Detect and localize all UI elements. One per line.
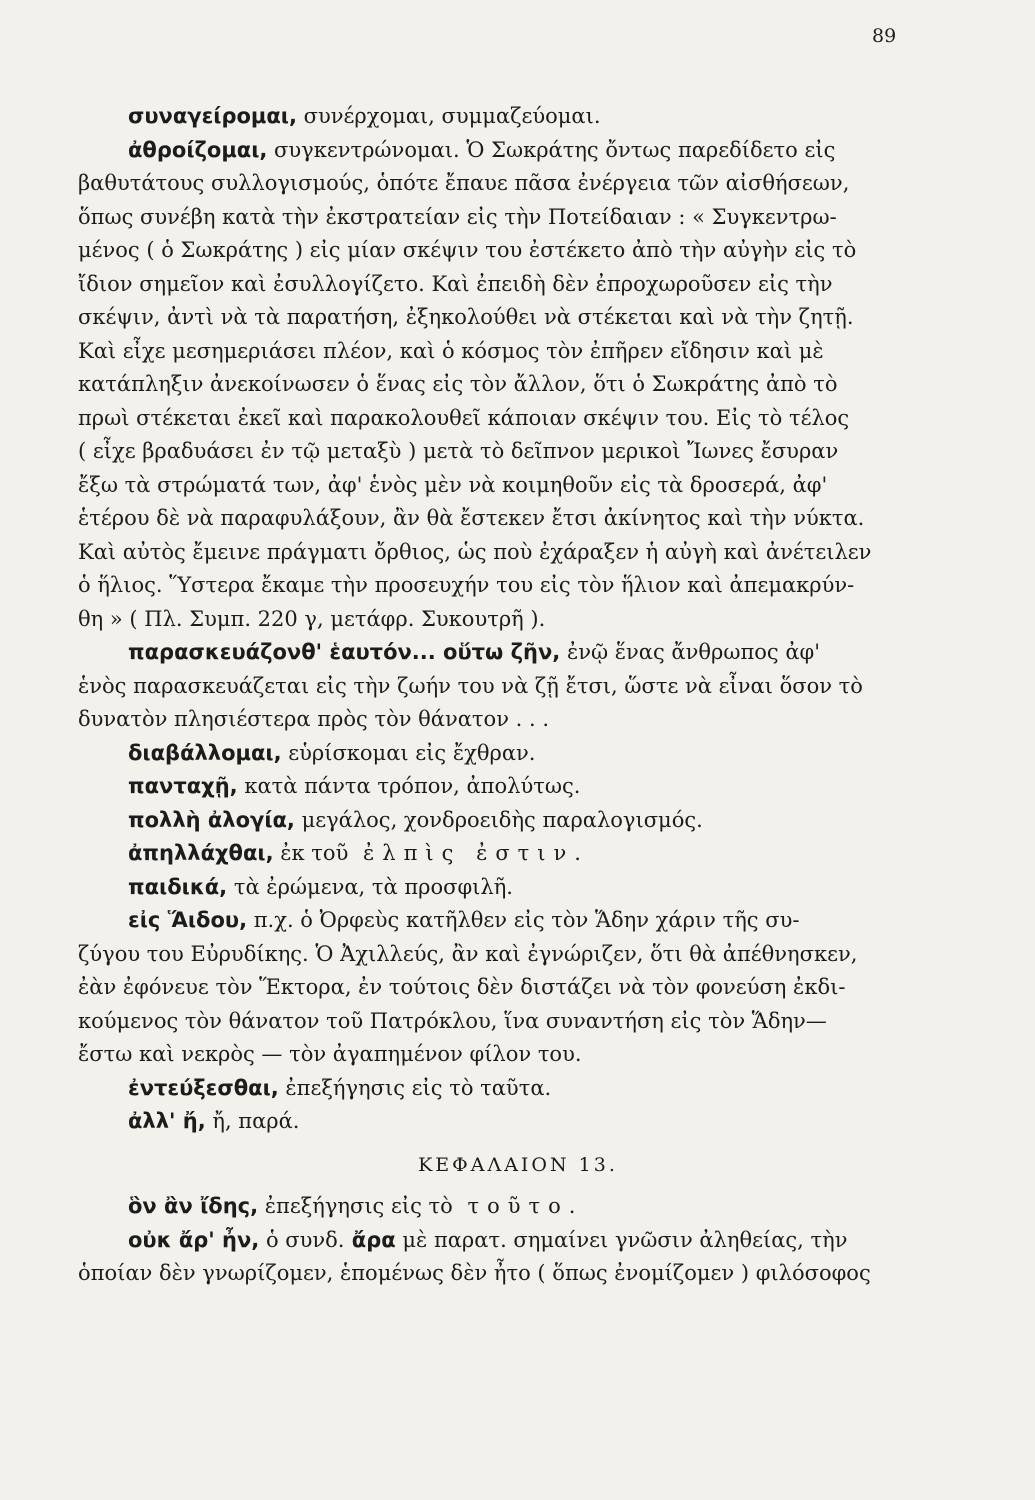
entry-line — [78, 100, 938, 134]
entry-headword: ὃν ἂν ἴδης, — [128, 1194, 259, 1218]
entry-text: π.χ. ὁ Ὀρφεὺς κατῆλθεν εἰς τὸν Ἅδην χάριν τῆς συ- — [247, 908, 800, 932]
text-line: ἔστω καὶ νεκρὸς — τὸν ἀγαπημένον φίλον του. — [78, 1042, 582, 1066]
text-line: δυνατὸν πλησιέστερα πρὸς τὸν θάνατον . . . — [78, 707, 550, 731]
text-line: ἑτέρου δὲ νὰ παραφυλάξουν, ἂν θὰ ἔστεκεν ἔτσι ἀκίνητος καὶ τὴν νύκτα. — [78, 506, 865, 530]
entry-text: εὑρίσκομαι εἰς ἔχθραν. — [281, 740, 536, 765]
entry-line — [78, 737, 938, 771]
text-line: Καὶ αὐτὸς ἔμεινε πράγματι ὄρθιος, ὡς ποὺ ἐχάραξεν ἡ αὐγὴ καὶ ἀνέτειλεν — [78, 539, 872, 564]
page-number: 89 — [872, 25, 897, 47]
entry-text: τὰ ἐρώμενα, τὰ προσφιλῆ. — [227, 874, 513, 899]
text-line: θη » ( Πλ. Συμπ. 220 γ, μετάφρ. Συκουτρῆ ). — [78, 606, 546, 631]
entry-headword: οὐκ ἄρ' ἦν, — [128, 1227, 260, 1252]
entry-line — [78, 904, 938, 938]
text-line: ὅπως συνέβη κατὰ τὴν ἐκστρατείαν εἰς τὴν Ποτείδαιαν : « Συγκεντρω- — [78, 204, 837, 229]
text-line: ἔξω τὰ στρώματά των, ἀφ' ἑνὸς μὲν νὰ κοιμηθοῦν εἰς τὰ δροσερά, ἀφ' — [78, 472, 828, 497]
entry-headword: ἐντεύξεσθαι, — [128, 1075, 279, 1100]
text-line: ζύγου του Εὐρυδίκης. Ὁ Ἀχιλλεύς, ἂν καὶ ἐγνώριζεν, ὅτι θὰ ἀπέθνησκεν, — [78, 941, 858, 966]
page-body — [78, 100, 938, 1291]
entry-line — [78, 837, 938, 871]
text-line: μένος ( ὁ Σωκράτης ) εἰς μίαν σκέψιν του ἐστέκετο ἀπὸ τὴν αὐγὴν εἰς τὸ — [78, 238, 857, 262]
entry-text: ἐκ τοῦ — [273, 841, 349, 865]
entry-headword: πολλὴ ἀλογία, — [128, 807, 295, 832]
entry-headword: ἀθροίζομαι, — [128, 137, 268, 162]
entry-text: μὲ παρατ. σημαίνει γνῶσιν ἀληθείας, τὴν — [395, 1227, 848, 1252]
entry-text: ἤ, παρά. — [205, 1109, 300, 1133]
entry-line — [78, 134, 938, 168]
entry-text: ἐνῷ ἕνας ἄνθρωπος ἀφ' — [560, 640, 821, 664]
entry-headword: διαβάλλομαι, — [128, 740, 282, 765]
entry-text: ἐπεξήγησις εἰς τὸ ταῦτα. — [278, 1075, 552, 1100]
text-line: ἐὰν ἐφόνευε τὸν Ἕκτορα, ἐν τούτοις δὲν διστάζει νὰ τὸν φονεύση ἐκδι- — [78, 975, 846, 999]
entry-text: ὁ συνδ. — [259, 1227, 345, 1252]
entry-line — [78, 1105, 938, 1139]
text-line: ἑνὸς παρασκευάζεται εἰς τὴν ζωήν του νὰ ζῇ ἔτσι, ὥστε νὰ εἶναι ὅσον τὸ — [78, 673, 863, 698]
text-line: ὁ ἥλιος. Ὕστερα ἔκαμε τὴν προσευχήν του εἰς τὸν ἥλιον καὶ ἀπεμακρύν- — [78, 573, 855, 597]
text-line: βαθυτάτους συλλογισμούς, ὁπότε ἔπαυε πᾶσα ἐνέργεια τῶν αἰσθήσεων, — [78, 171, 850, 195]
entry-headword: πανταχῇ, — [128, 774, 238, 798]
entry-headword: ἀπηλλάχθαι, — [128, 841, 274, 865]
entry-text: ἐπεξήγησις εἰς τὸ — [258, 1194, 453, 1218]
entry-headword: ἄρα — [344, 1227, 396, 1252]
entry-line — [78, 804, 938, 838]
entry-headword: συναγείρομαι, — [128, 104, 297, 128]
text-line: Καὶ εἶχε μεσημεριάσει πλέον, καὶ ὁ κόσμος τὸν ἐπῆρεν εἴδησιν καὶ μὲ — [78, 338, 824, 363]
entry-text: μεγάλος, χονδροειδὴς παραλογισμός. — [294, 807, 703, 832]
entry-headword: παρασκευάζονθ' ἑαυτόν... οὕτω ζῆν, — [128, 640, 561, 664]
entry-text: συνέρχομαι, συμμαζεύομαι. — [296, 104, 601, 128]
chapter-heading: ΚΕΦΑΛΑΙΟΝ 13. — [418, 1153, 618, 1176]
text-line: ὁποίαν δὲν γνωρίζομεν, ἑπομένως δὲν ἦτο ( ὅπως ἐνομίζομεν ) φιλόσοφος — [78, 1261, 871, 1285]
entry-headword: εἰς Ἅιδου, — [128, 908, 248, 932]
entry-text: συγκεντρώνομαι. Ὁ Σωκράτης ὄντως παρεδίδετο εἰς — [267, 137, 836, 162]
text-line: κούμενος τὸν θάνατον τοῦ Πατρόκλου, ἵνα συναντήση εἰς τὸν Ἅδην— — [78, 1008, 827, 1033]
text-line: ( εἶχε βραδυάσει ἐν τῷ μεταξὺ ) μετὰ τὸ δεῖπνον μερικοὶ Ἴωνες ἔσυραν — [78, 439, 839, 463]
text-line: πρωὶ στέκεται ἐκεῖ καὶ παρακολουθεῖ κάποιαν σκέψιν του. Εἰς τὸ τέλος — [78, 405, 850, 430]
entry-headword: ἀλλ' ἤ, — [128, 1109, 206, 1133]
entry-line — [78, 1072, 938, 1106]
entry-line — [78, 871, 938, 905]
entry-text: κατὰ πάντα τρόπον, ἀπολύτως. — [237, 774, 581, 798]
text-line: ἴδιον σημεῖον καὶ ἐσυλλογίζετο. Καὶ ἐπειδὴ δὲν ἐπροχωροῦσεν εἰς τὴν — [78, 271, 833, 296]
entry-headword: παιδικά, — [128, 874, 228, 899]
text-line: κατάπληξιν ἀνεκοίνωσεν ὁ ἕνας εἰς τὸν ἄλλον, ὅτι ὁ Σωκράτης ἀπὸ τὸ — [78, 372, 838, 396]
entry-line — [78, 1190, 938, 1224]
text-line: σκέψιν, ἀντὶ νὰ τὰ παρατήση, ἐξηκολούθει νὰ στέκεται καὶ νὰ τὴν ζητῇ. — [78, 305, 854, 329]
entry-line — [78, 770, 938, 804]
entry-line — [78, 1224, 938, 1258]
entry-line — [78, 636, 938, 670]
spaced-text: ἐλπὶς ἐστιν. — [348, 841, 589, 865]
spaced-text: τοῦτο. — [452, 1194, 584, 1218]
